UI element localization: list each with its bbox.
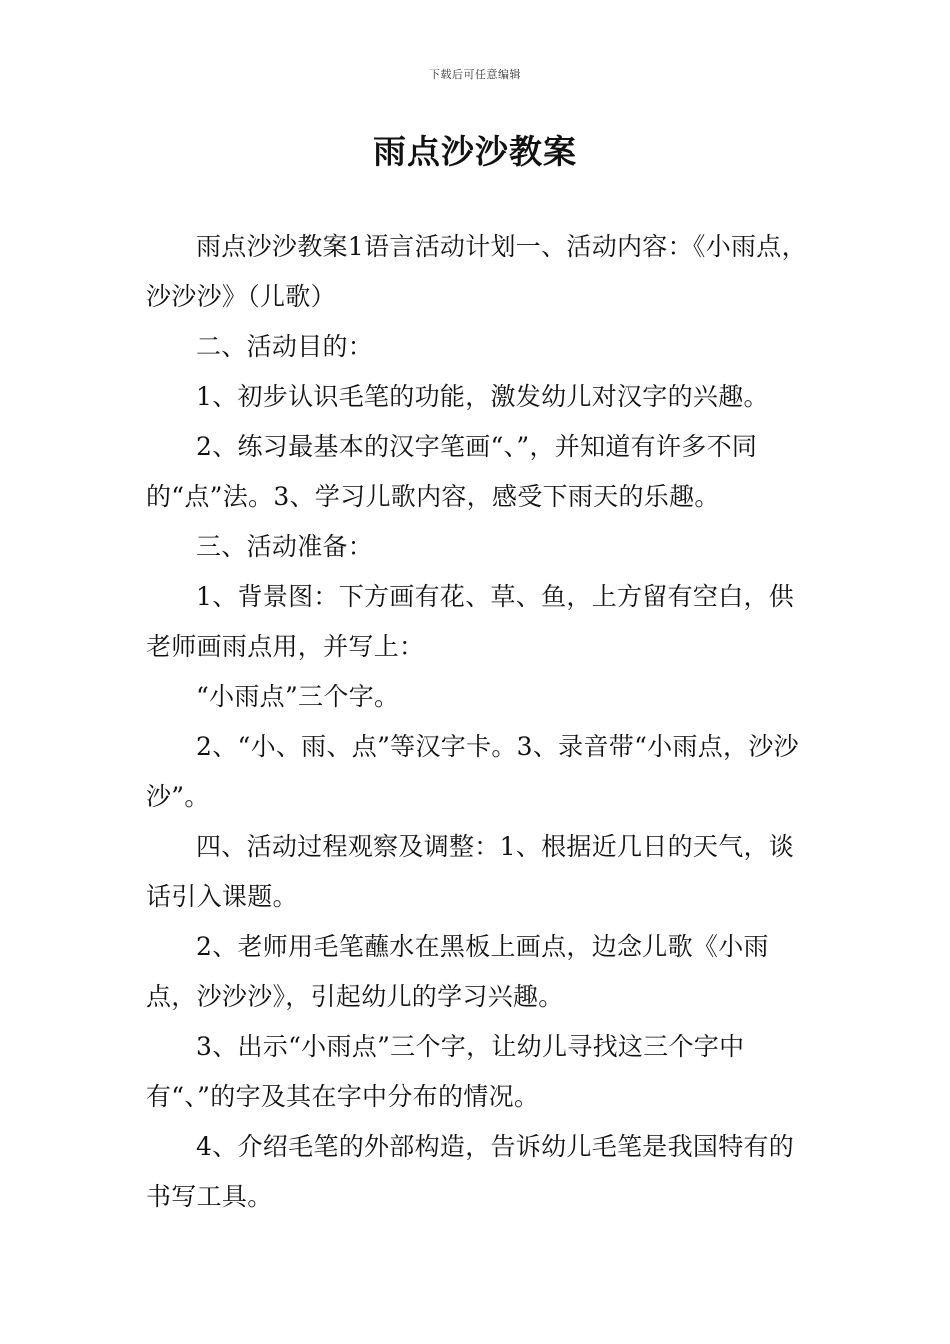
document-body bbox=[146, 222, 811, 1222]
paragraph: 4、介绍毛笔的外部构造，告诉幼儿毛笔是我国特有的书写工具。 bbox=[146, 1132, 795, 1211]
paragraph: 三、活动准备： bbox=[196, 532, 374, 561]
header-note: 下载后可任意编辑 bbox=[429, 68, 521, 81]
paragraph: 二、活动目的： bbox=[196, 332, 374, 361]
paragraph: 1、背景图：下方画有花、草、鱼，上方留有空白，供老师画雨点用，并写上： bbox=[146, 582, 795, 661]
paragraph: 2、练习最基本的汉字笔画“、”，并知道有许多不同的“点”法。3、学习儿歌内容，感受下雨天的乐趣。 bbox=[146, 432, 758, 511]
document-title: 雨点沙沙教案 bbox=[373, 132, 577, 171]
paragraph: “小雨点”三个字。 bbox=[196, 682, 400, 711]
paragraph: 1、初步认识毛笔的功能，激发幼儿对汉字的兴趣。 bbox=[196, 382, 769, 411]
paragraph: 四、活动过程观察及调整：1、根据近几日的天气，谈话引入课题。 bbox=[146, 832, 795, 911]
paragraph: 2、“小、雨、点”等汉字卡。3、录音带“小雨点，沙沙沙”。 bbox=[146, 732, 799, 811]
paragraph: 2、老师用毛笔蘸水在黑板上画点，边念儿歌《小雨点，沙沙沙》，引起幼儿的学习兴趣。 bbox=[146, 932, 769, 1011]
paragraph: 3、出示“小雨点”三个字，让幼儿寻找这三个字中有“、”的字及其在字中分布的情况。 bbox=[146, 1032, 745, 1111]
paragraph: 雨点沙沙教案1语言活动计划一、活动内容：《小雨点，沙沙沙》（儿歌） bbox=[146, 232, 807, 311]
